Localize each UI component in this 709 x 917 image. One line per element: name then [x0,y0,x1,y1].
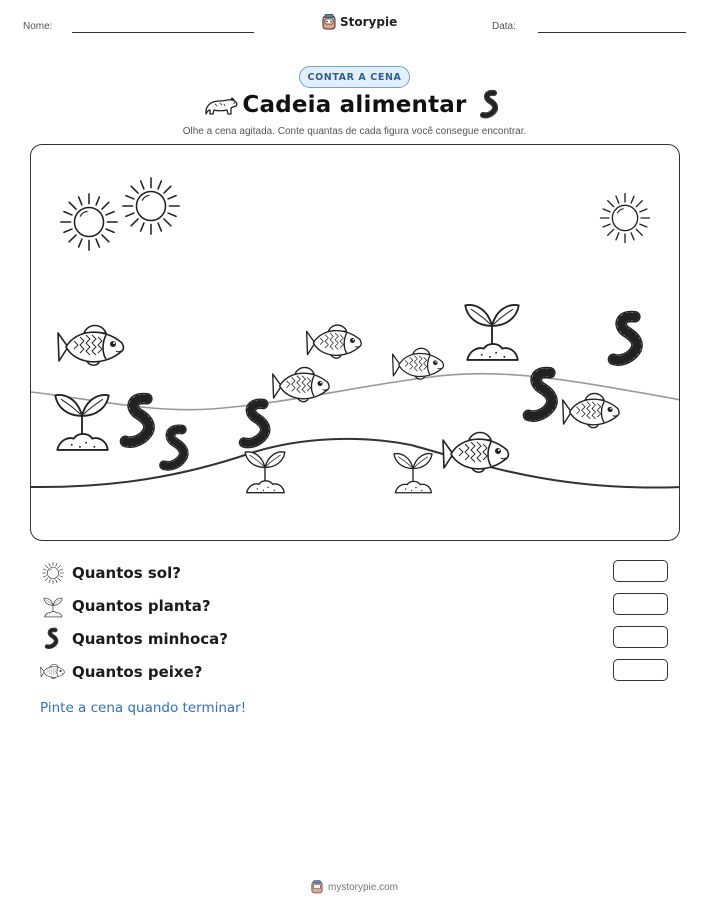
sun-icon [40,561,66,585]
scene-illustration [31,145,680,541]
question-row-sun [40,560,670,586]
fish-1 [58,326,124,366]
fish-5 [563,393,619,427]
footer-url[interactable]: mystorypie.com [327,881,398,893]
fish-3 [393,348,444,379]
instructions: Olhe a cena agitada. Conte quantas de cada figura você consegue encontrar. [182,126,527,137]
plant-3 [245,452,285,493]
answer-box-sun[interactable] [613,560,668,582]
plant-1 [55,395,109,450]
mascot-icon [322,14,336,30]
date-label: Data: [492,21,516,32]
answer-box-worm[interactable] [613,626,668,648]
date-line[interactable] [538,32,686,33]
coloring-note: Pinte a cena quando terminar! [40,700,247,716]
answer-box-plant[interactable] [613,593,668,615]
worm-2 [164,429,184,466]
footer [0,880,709,894]
question-text: Quantos peixe? [72,663,203,681]
sun-2 [123,178,179,234]
worm-5 [529,372,553,416]
name-label: Nome: [23,21,53,32]
fish-4 [273,367,329,401]
fish-6 [443,433,509,473]
worm-4 [614,316,638,360]
worm-3 [244,403,266,443]
fish-icon [40,660,66,684]
question-row-plant [40,593,670,619]
plant-icon [40,594,66,618]
activity-badge: CONTAR A CENA [299,66,410,88]
sun-3 [601,194,650,243]
name-line[interactable] [72,32,254,33]
counting-scene [30,144,680,541]
question-row-worm [40,626,670,652]
question-text: Quantos planta? [72,597,211,615]
brand-name: Storypie [340,15,398,29]
question-text: Quantos minhoca? [72,630,229,648]
answer-box-fish[interactable] [613,659,668,681]
question-row-fish [40,659,670,685]
plant-4 [394,454,432,493]
fish-2 [307,325,362,358]
mascot-icon [311,880,323,894]
question-text: Quantos sol? [72,564,181,582]
worm-icon [40,627,66,651]
worm-1 [126,398,150,442]
page-title: Cadeia alimentar [242,92,467,118]
worm-icon [480,89,502,121]
sun-1 [61,194,117,250]
brand-logo [322,14,397,30]
plant-2 [465,305,519,360]
